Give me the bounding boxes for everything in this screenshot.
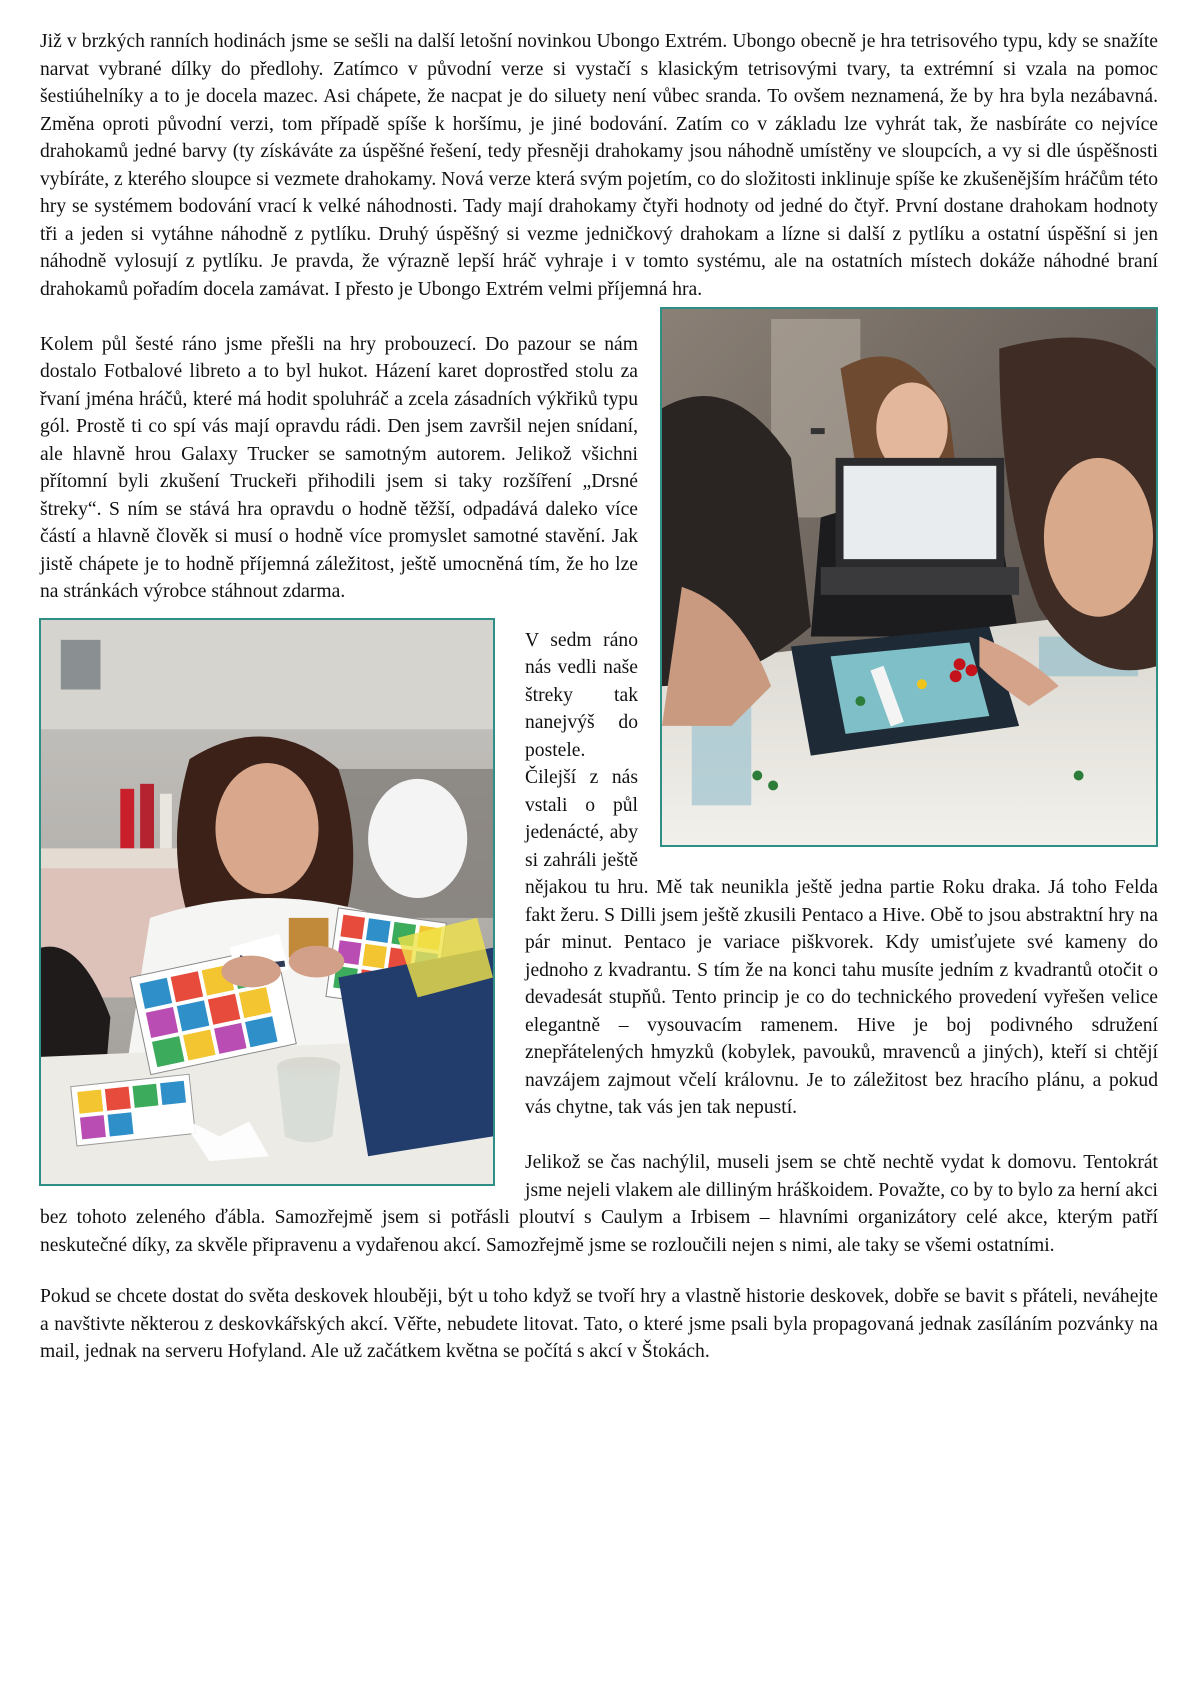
paragraph-spacer [40, 1259, 1158, 1283]
paragraph-invitation: Pokud se chcete dostat do světa deskovek hlouběji, být u toho když se tvoří hry a vlastně historie deskovek, dobře se bavit s přáteli, neváhejte a navštivte některou z deskovkářských akcí. Věřte, nebudete litovat. Tato, o které jsme psali byla propagovaná jednak zasíláním pozvánky na mail, jednak na serveru Hofyland. Ale už začátkem května se počítá s akcí v Štokách. [40, 1286, 1158, 1362]
paragraph-ubongo-intro: Již v brzkých ranních hodinách jsme se sešli na další letošní novinkou Ubongo Extrém. Ubongo obecně je hra tetrisového typu, kdy se snažíte narvat vybrané dílky do předlohy. Zatímco v původní verze si vystačí s klasickým tetrisovými tvary, ta extrémní si vzala na pomoc šestiúhelníky a to je docela mazec. Asi chápete, že nacpat je do siluety není vůbec sranda. To ovšem neznamená, že by hra byla nezábavná. Změna oproti původní verzi, tom případě spíše k horšímu, je jiné bodování. Zatím co v základu lze vyhrát tak, že nasbíráte co nejvíce drahokamů jedné barvy (ty získáváte za úspěšné řešení, tedy přesněji drahokamy jsou náhodně umístěny ve sloupcích, a vy si dle úspěšnosti vybíráte, z kterého sloupce si vezmete drahokamy. Nová verze která svým pojetím, co do složitosti inklinuje spíše ke zkušenějším hráčům této hry se systémem bodování vrací k velké náhodnosti. Tady mají drahokamy čtyři hodnoty od jedné do čtyř. První dostane drahokam hodnoty tři a jeden si vytáhne náhodně z pytlíku. Druhý úspěšný si vezme jedničkový drahokam a lízne si další z pytlíku a ostatní úspěšní si jen náhodně vylosují z pytlíku. Je pravda, že výrazně lepší hráč vyhraje i v tomto systému, ale na ostatních místech dokáže náhodné braní drahokamů pořadím docela zamávat. I přesto je Ubongo Extrém velmi příjemná hra. [40, 31, 1158, 300]
photo-ubongo-illustration [662, 309, 1156, 845]
paragraph-morning-games: V sedm ráno nás vedli naše štreky tak nanejvýš do postele. Čilejší z nás vstali o půl jedenácté, aby si zahráli ještě nějakou tu hru. Mě tak neunikla ještě jedna partie Roku draka. Já toho Felda fakt žeru. S Dilli jsem ještě zkusili Pentaco a Hive. Obě to jsou abstraktní hry na pár minut. Pentaco je variace piškvorek. Kdy umisťujete své kameny do jednoho z kvadrantu. S tím že na konci tahu musíte jedním z kvadrantů otočit o devadesát stupňů. Tento princip je co do technického provedení vyřešen velice elegantně – vysouvacím ramenem. Hive je boj podivného sdružení znepřátelených hmyzků (kobylek, pavouků, mravenců a jiných), kteří si chtějí navzájem zajmout včelí královnu. Je to záležitost bez hracího plánu, a pokud vás chytne, tak vás jen tak nepustí. [525, 629, 1158, 1118]
paragraph-wake-up-games: Kolem půl šesté ráno jsme přešli na hry probouzecí. Do pazour se nám dostalo Fotbalové libreto a to byl hukot. Házení karet doprostřed stolu za řvaní jména hráčů, které má hodit spoluhráč a zcela zásadních výkřiků typu gól. Prostě ti co spí vás mají opravdu rádi. Den jsem završil nejen snídaní, ale hlavně hrou Galaxy Trucker se samotným autorem. Jelikož všichni přítomní byli zkušení Truckeři přihodili jsem si taky rozšíření „Drsné štreky“. S ním se stává hra opravdu o hodně těžší, odpadává daleko více částí a hlavně člověk si musí o hodně více promyslet samotné stavění. Jak jistě chápete je to hodně příjemná záležitost, ještě umocněná tím, že ho lze na stránkách výrobce stáhnout zdarma. [40, 333, 638, 602]
paragraph-going-home: Jelikož se čas nachýlil, museli jsem se chtě nechtě vydat k domovu. Tentokrát jsme nejeli vlakem ale dilliným hráškoidem. Považte, co by to bylo za herní akci bez tohoto zeleného ďábla. Samozřejmě jsem si potřásli ploutví s Caulym a Irbisem – hlavními organizátory celé akce, kterým patří neskutečné díky, za skvěle připravenu a vydařenou akcí. Samozřejmě jsme se rozloučili nejen s nimi, ale taky se všemi ostatními. [40, 1152, 1158, 1256]
photo-player-cutting [39, 618, 495, 1186]
photo-player-illustration [41, 620, 493, 1184]
article [40, 28, 1158, 1366]
photo-ubongo-game [660, 307, 1158, 847]
